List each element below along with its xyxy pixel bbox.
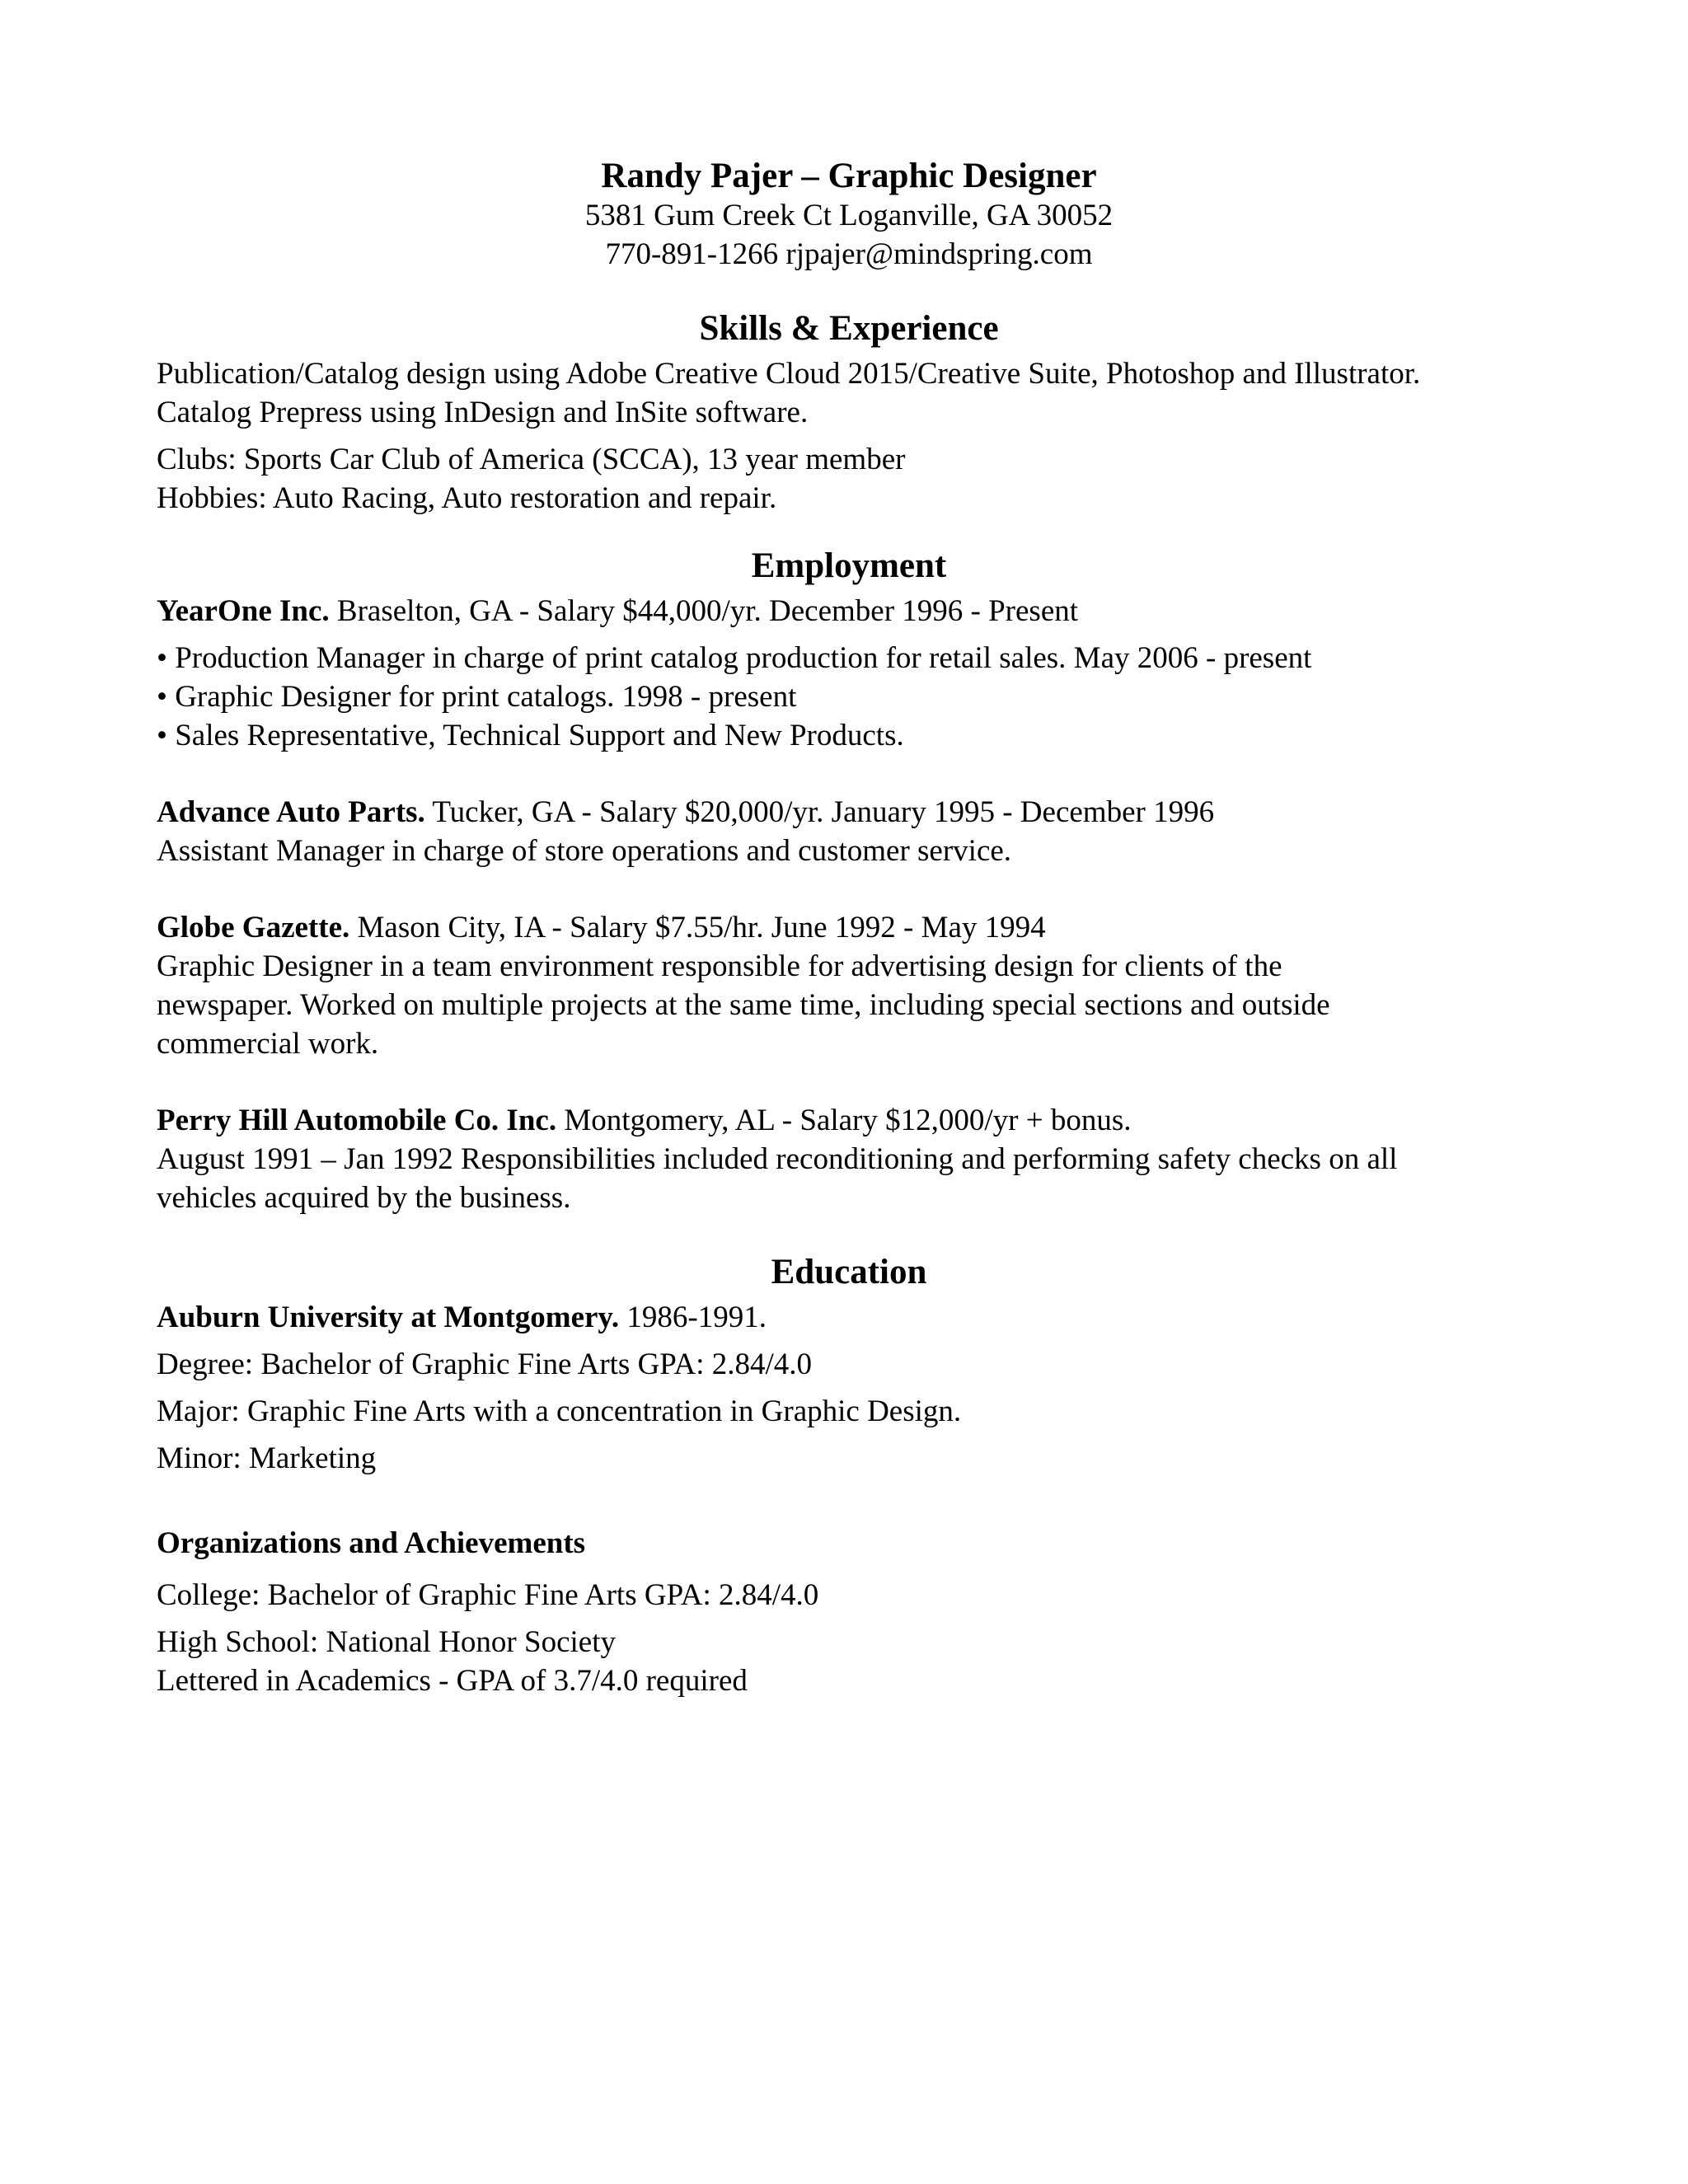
job-line: • Production Manager in charge of print catalog production for retail sales. May 2006 - present: [157, 641, 1312, 675]
job-details: Tucker, GA - Salary $20,000/yr. January 1995 - December 1996: [424, 795, 1215, 829]
contact-line: 770-891-1266 rjpajer@mindspring.com: [605, 237, 1093, 271]
skills-section: [157, 308, 1541, 518]
job-entry: [157, 793, 1541, 870]
hobbies-line: Hobbies: Auto Racing, Auto restoration and repair.: [157, 481, 777, 515]
job-details: Braselton, GA - Salary $44,000/yr. December 1996 - Present: [329, 594, 1079, 628]
highschool-line: High School: National Honor Society: [157, 1625, 616, 1659]
skills-line-1: Publication/Catalog design using Adobe Creative Cloud 2015/Creative Suite, Photoshop and Illustrator.: [157, 357, 1421, 391]
clubs-line: Clubs: Sports Car Club of America (SCCA), 13 year member: [157, 443, 906, 476]
education-section: [157, 1252, 1541, 1478]
job-line: • Graphic Designer for print catalogs. 1998 - present: [157, 680, 797, 714]
degree-line: Degree: Bachelor of Graphic Fine Arts GPA: 2.84/4.0: [157, 1347, 813, 1381]
job-line: vehicles acquired by the business.: [157, 1181, 571, 1215]
employment-heading: Employment: [751, 546, 947, 585]
job-entry: [157, 592, 1541, 755]
employment-section: [157, 546, 1541, 1217]
address: 5381 Gum Creek Ct Loganville, GA 30052: [584, 199, 1114, 232]
major-line: Major: Graphic Fine Arts with a concentration in Graphic Design.: [157, 1394, 962, 1428]
organizations-section: [157, 1524, 1541, 1700]
job-details: Montgomery, AL - Salary $12,000/yr + bonus.: [556, 1104, 1132, 1137]
minor-line: Minor: Marketing: [157, 1441, 377, 1475]
job-entry: [157, 1101, 1541, 1217]
job-entry: [157, 908, 1541, 1063]
resume-header: [157, 157, 1541, 274]
job-line: Graphic Designer in a team environment responsible for advertising design for clients of the: [157, 949, 1282, 983]
college-line: College: Bachelor of Graphic Fine Arts GPA: 2.84/4.0: [157, 1578, 819, 1612]
job-company: Globe Gazette.: [157, 911, 350, 944]
education-heading: Education: [771, 1253, 927, 1291]
school-name: Auburn University at Montgomery.: [157, 1301, 620, 1334]
job-company: Advance Auto Parts.: [157, 795, 425, 829]
resume-page: [157, 157, 1541, 1700]
job-line: • Sales Representative, Technical Support and New Products.: [157, 719, 904, 752]
lettered-line: Lettered in Academics - GPA of 3.7/4.0 required: [157, 1664, 748, 1698]
job-line: newspaper. Worked on multiple projects at the same time, including special sections and outside: [157, 988, 1330, 1022]
skills-line-2: Catalog Prepress using InDesign and InSite software.: [157, 396, 809, 429]
organizations-heading: Organizations and Achievements: [157, 1526, 586, 1560]
school-years: 1986-1991.: [619, 1301, 767, 1334]
skills-heading: Skills & Experience: [699, 309, 999, 348]
job-details: Mason City, IA - Salary $7.55/hr. June 1992 - May 1994: [349, 911, 1046, 944]
name-title: Randy Pajer – Graphic Designer: [601, 157, 1097, 195]
job-company: YearOne Inc.: [157, 594, 330, 628]
job-line: Assistant Manager in charge of store operations and customer service.: [157, 834, 1012, 868]
job-line: commercial work.: [157, 1027, 379, 1061]
job-company: Perry Hill Automobile Co. Inc.: [157, 1104, 557, 1137]
job-line: August 1991 – Jan 1992 Responsibilities included reconditioning and performing safety checks on all: [157, 1142, 1398, 1176]
